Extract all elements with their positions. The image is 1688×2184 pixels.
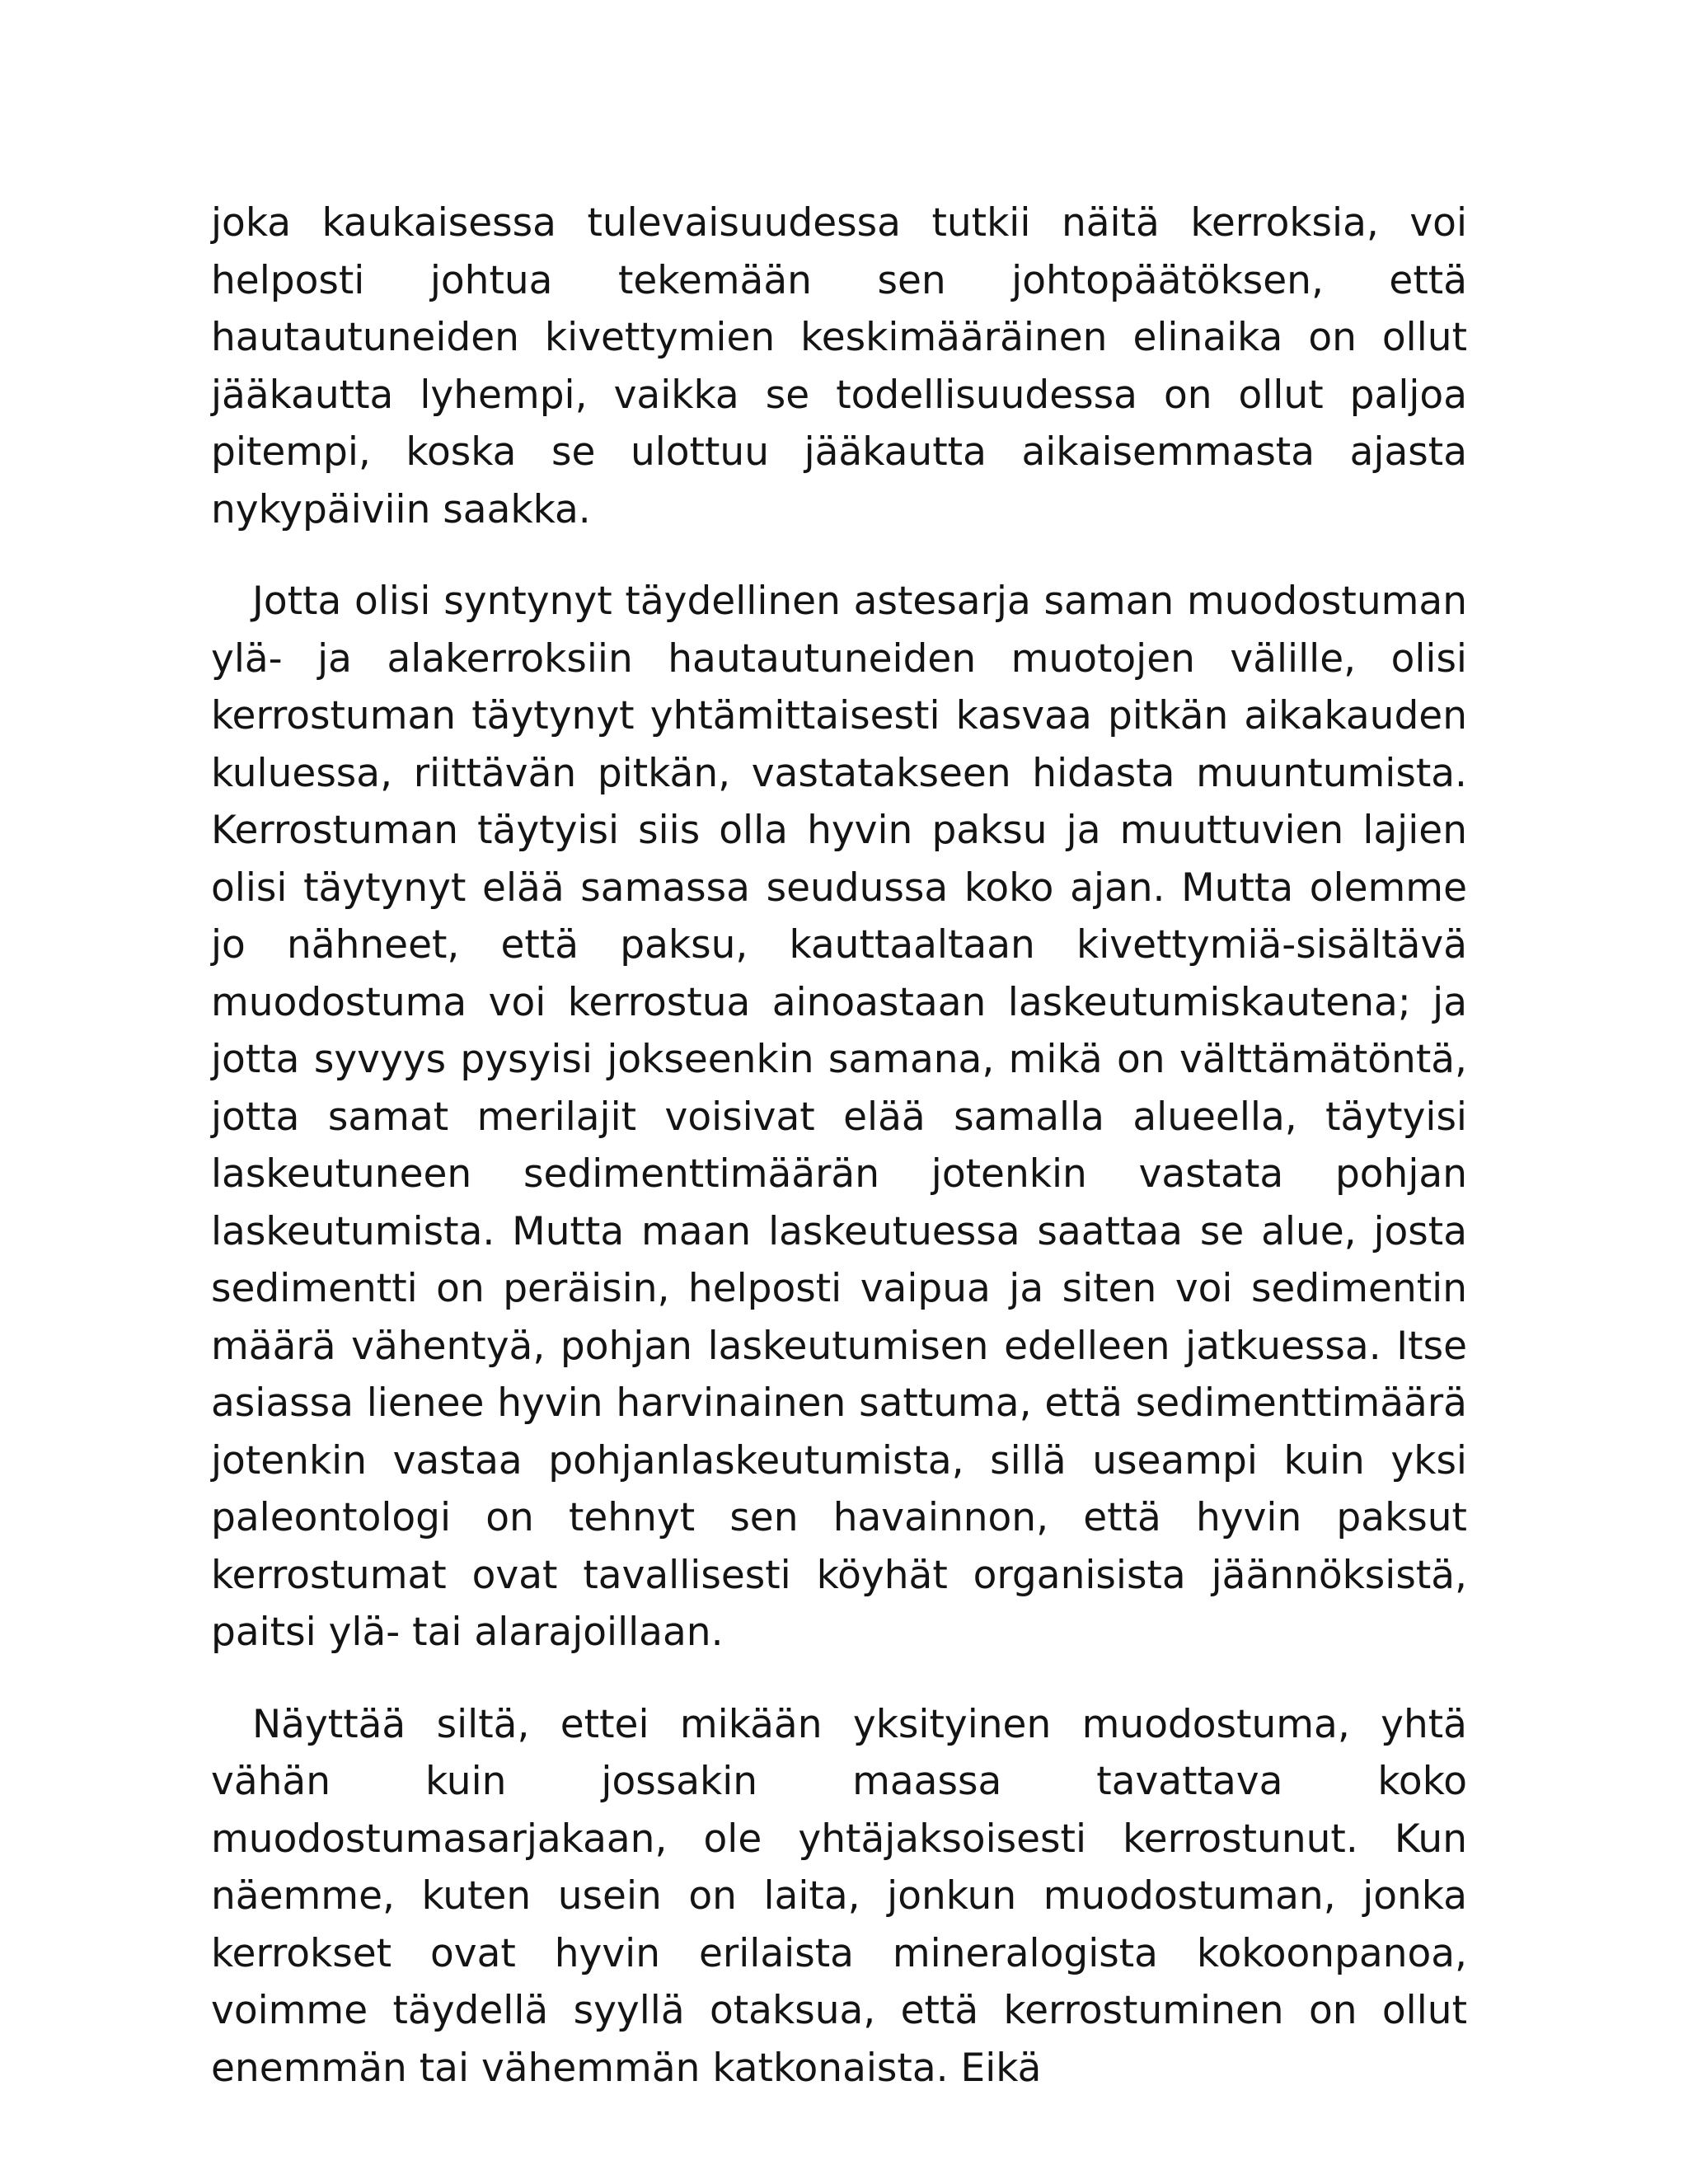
- document-page: [211, 194, 1467, 2097]
- paragraph-continuation: joka kaukaisessa tulevaisuudessa tutkii näitä kerroksia, voi helposti johtua tekemään sen johtopäätöksen, että hautautuneiden kivettymien keskimääräinen elinaika on ollut jääkautta lyhempi, vaikka se todellisuudessa on ollut paljoa pitempi, koska se ulottuu jääkautta aikaisemmasta ajasta nykypäiviin saakka.: [211, 200, 1467, 532]
- paragraph-intermittent-deposition: Näyttää siltä, ettei mikään yksityinen muodostuma, yhtä vähän kuin jossakin maassa tavattava koko muodostumasarjakaan, ole yhtäjaksoisesti kerrostunut. Kun näemme, kuten usein on laita, jonkun muodostuman, jonka kerrokset ovat hyvin erilaista mineralogista kokoonpanoa, voimme täydellä syyllä otaksua, että kerrostuminen on ollut enemmän tai vähemmän katkonaista. Eikä: [211, 1701, 1467, 2091]
- paragraph-stratigraphic-gradation: Jotta olisi syntynyt täydellinen astesarja saman muodostuman ylä- ja alakerroksiin hautautuneiden muotojen välille, olisi kerrostuman täytynyt yhtämittaisesti kasvaa pitkän aikakauden kuluessa, riittävän pitkän, vastatakseen hidasta muuntumista. Kerrostuman täytyisi siis olla hyvin paksu ja muuttuvien lajien olisi täytynyt elää samassa seudussa koko ajan. Mutta olemme jo nähneet, että paksu, kauttaaltaan kivettymiä-sisältävä muodostuma voi kerrostua ainoastaan laskeutumiskautena; ja jotta syvyys pysyisi jokseenkin samana, mikä on välttämätöntä, jotta samat merilajit voisivat elää samalla alueella, täytyisi laskeutuneen sedimenttimäärän jotenkin vastata pohjan laskeutumista. Mutta maan laskeutuessa saattaa se alue, josta sedimentti on peräisin, helposti vaipua ja siten voi sedimentin määrä vähentyä, pohjan laskeutumisen edelleen jatkuessa. Itse asiassa lienee hyvin harvinainen sattuma, että sedimenttimäärä jotenkin vastaa pohjanlaskeutumista, sillä useampi kuin yksi paleontologi on tehnyt sen havainnon, että hyvin paksut kerrostumat ovat tavallisesti köyhät organisista jäännöksistä, paitsi ylä- tai alarajoillaan.: [211, 579, 1467, 1655]
